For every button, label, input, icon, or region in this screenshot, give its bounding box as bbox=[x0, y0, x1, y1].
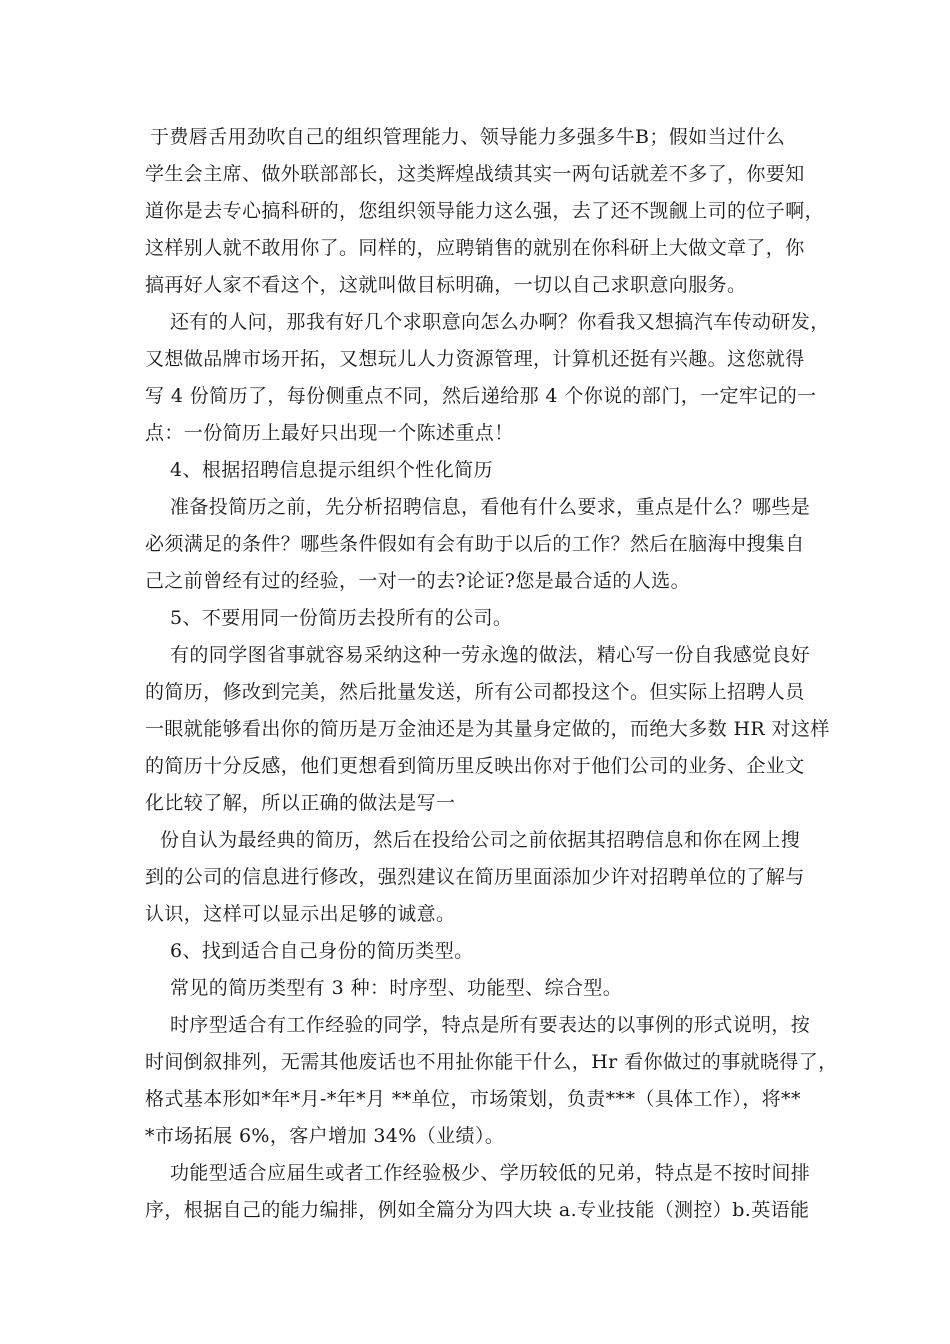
text-line: 又想做品牌市场开拓，又想玩儿人力资源管理，计算机还挺有兴趣。这您就得 bbox=[145, 348, 805, 370]
text-line: 学生会主席、做外联部部长，这类辉煌战绩其实一两句话就差不多了，你要知 bbox=[145, 163, 805, 185]
text-line: 功能型适合应届生或者工作经验极少、学历较低的兄弟，特点是不按时间排 bbox=[170, 1162, 811, 1184]
text-line: 一眼就能够看出你的简历是万金油还是为其量身定做的，而绝大多数 HR 对这样 bbox=[145, 718, 830, 740]
text-line: 有的同学图省事就容易采纳这种一劳永逸的做法，精心写一份自我感觉良好 bbox=[170, 644, 811, 666]
text-line: 份自认为最经典的简历，然后在投给公司之前依据其招聘信息和你在网上搜 bbox=[160, 829, 801, 851]
text-line: 格式基本形如*年*月-*年*月 **单位，市场策划，负责***（具体工作），将** bbox=[145, 1088, 801, 1110]
text-line: 时序型适合有工作经验的同学，特点是所有要表达的以事例的形式说明，按 bbox=[170, 1014, 811, 1036]
section-heading: 6、找到适合自己身份的简历类型。 bbox=[170, 940, 474, 962]
text-line: 己之前曾经有过的经验，一对一的去?论证?您是最合适的人选。 bbox=[145, 570, 690, 592]
text-line: 常见的简历类型有 3 种：时序型、功能型、综合型。 bbox=[170, 977, 623, 999]
text-line: 序，根据自己的能力编排，例如全篇分为四大块 a.专业技能（测控）b.英语能 bbox=[145, 1199, 810, 1221]
text-line: 时间倒叙排列，无需其他废话也不用扯你能干什么，Hr 看你做过的事就晓得了， bbox=[145, 1051, 838, 1073]
text-line: 的简历，修改到完美，然后批量发送，所有公司都投这个。但实际上招聘人员 bbox=[145, 681, 805, 703]
text-line: *市场拓展 6%，客户增加 34%（业绩）。 bbox=[145, 1125, 505, 1147]
text-line: 到的公司的信息进行修改，强烈建议在简历里面添加少许对招聘单位的了解与 bbox=[145, 866, 805, 888]
text-line: 准备投简历之前，先分析招聘信息，看他有什么要求，重点是什么？哪些是 bbox=[170, 496, 811, 518]
text-line: 化比较了解，所以正确的做法是写一 bbox=[145, 792, 456, 814]
section-heading: 4、根据招聘信息提示组织个性化简历 bbox=[170, 459, 493, 481]
text-line: 写 4 份简历了，每份侧重点不同，然后递给那 4 个你说的部门，一定牢记的一 bbox=[145, 385, 817, 407]
text-line: 必须满足的条件？哪些条件假如有会有助于以后的工作？然后在脑海中搜集自 bbox=[145, 533, 805, 555]
text-line: 认识，这样可以显示出足够的诚意。 bbox=[145, 903, 456, 925]
text-line: 的简历十分反感，他们更想看到简历里反映出你对于他们公司的业务、企业文 bbox=[145, 755, 805, 777]
section-heading: 5、不要用同一份简历去投所有的公司。 bbox=[170, 607, 513, 629]
text-line: 还有的人问，那我有好几个求职意向怎么办啊？你看我又想搞汽车传动研发， bbox=[170, 311, 830, 333]
text-line: 于费唇舌用劲吹自己的组织管理能力、领导能力多强多牛B；假如当过什么 bbox=[150, 126, 786, 148]
text-line: 这样别人就不敢用你了。同样的，应聘销售的就别在你科研上大做文章了，你 bbox=[145, 237, 805, 259]
text-line: 点：一份简历上最好只出现一个陈述重点！ bbox=[145, 422, 514, 444]
text-line: 搞再好人家不看这个，这就叫做目标明确，一切以自己求职意向服务。 bbox=[145, 274, 747, 296]
text-line: 道你是去专心搞科研的，您组织领导能力这么强，去了还不觊觎上司的位子啊， bbox=[145, 200, 825, 222]
